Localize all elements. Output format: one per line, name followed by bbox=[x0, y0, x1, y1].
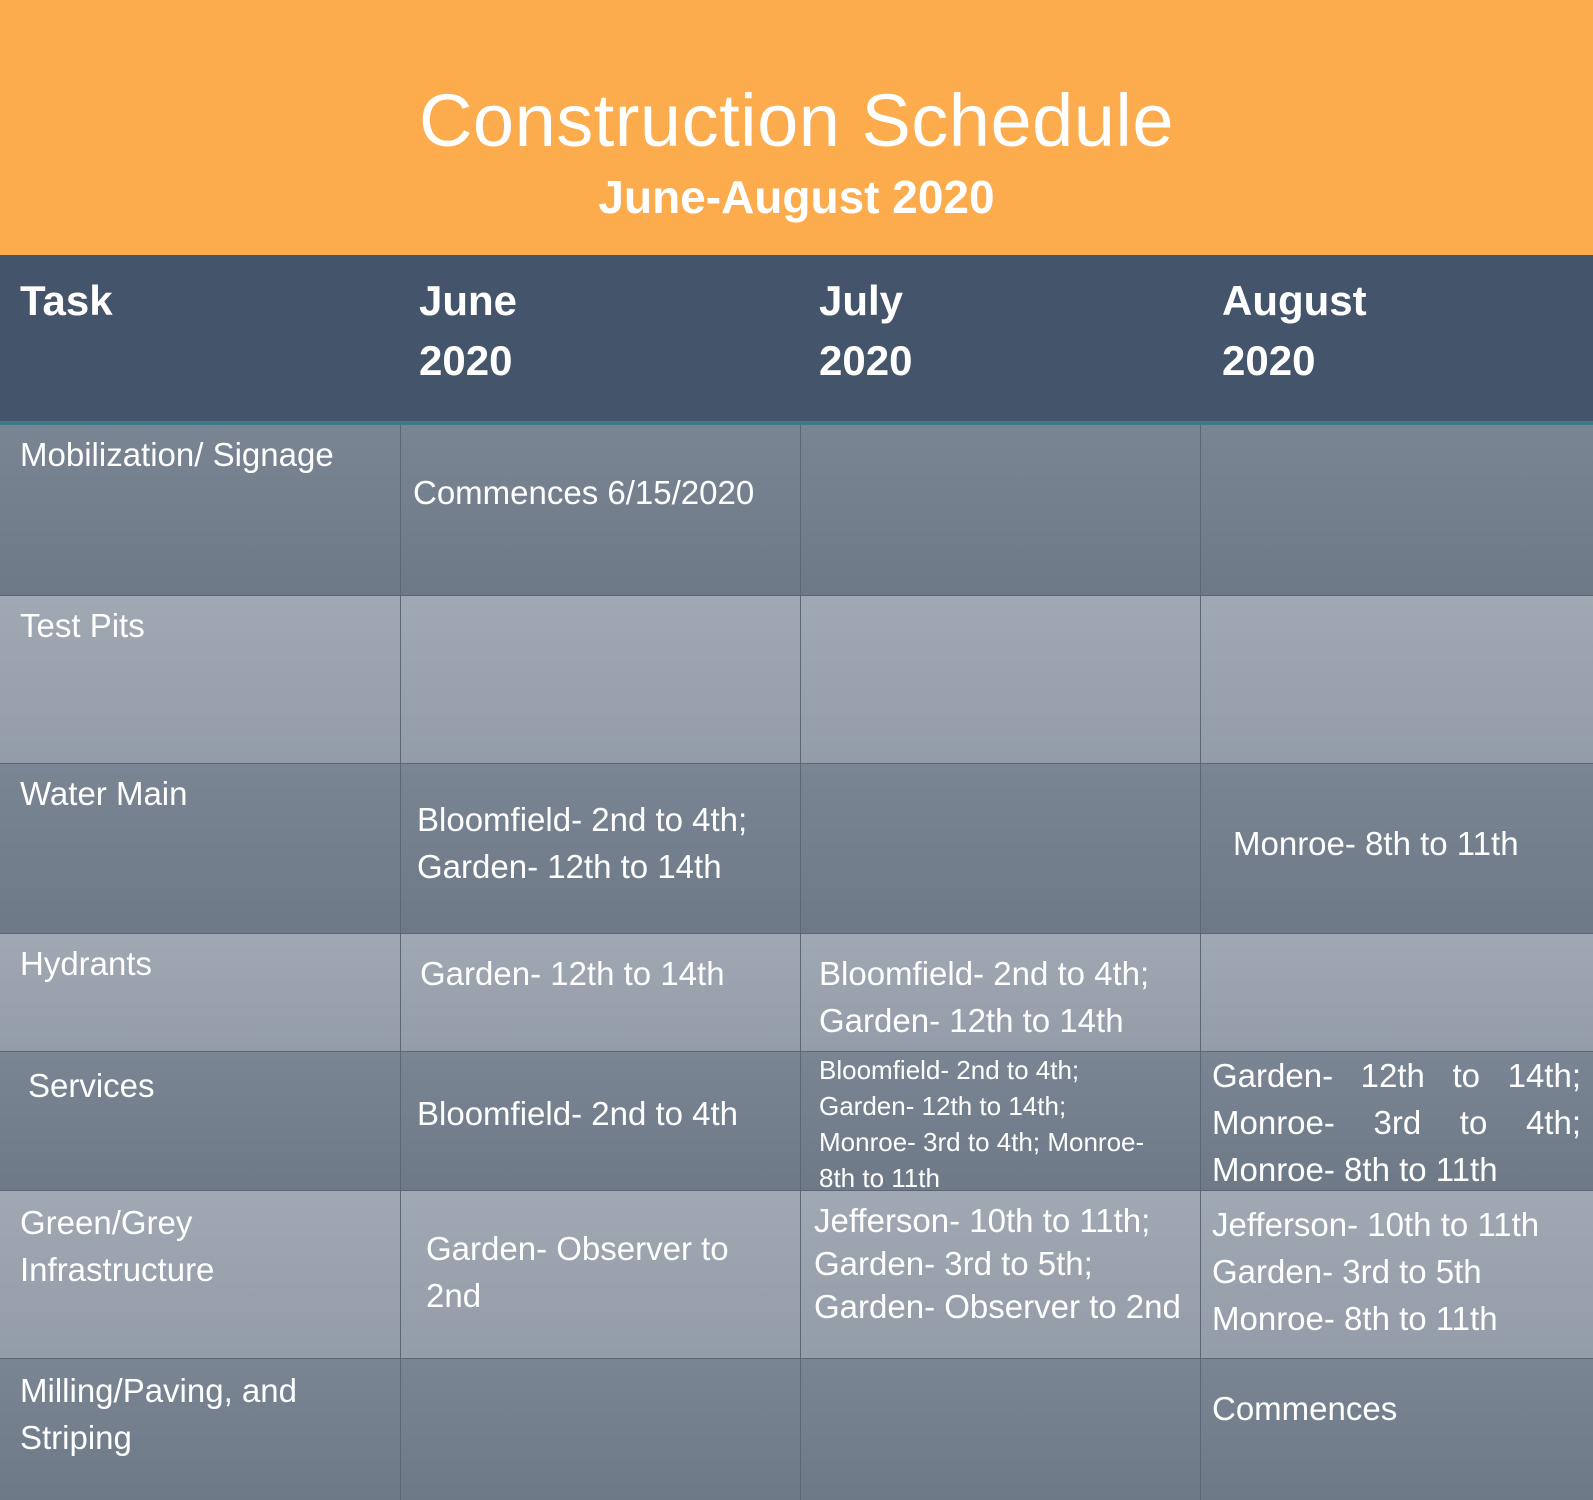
june-cell bbox=[401, 1359, 801, 1500]
task-cell bbox=[0, 596, 401, 763]
june-entry: Bloomfield- 2nd to 4th bbox=[417, 1095, 739, 1132]
task-cell bbox=[0, 934, 401, 1051]
table-row bbox=[0, 764, 1593, 934]
august-cell bbox=[1201, 764, 1593, 933]
june-entry: Garden- Observer to 2nd bbox=[426, 1230, 729, 1314]
task-cell bbox=[0, 1052, 401, 1190]
june-cell bbox=[401, 425, 801, 595]
june-cell bbox=[401, 1052, 801, 1190]
june-cell bbox=[401, 1191, 801, 1358]
column-header-task: Task bbox=[20, 277, 113, 324]
task-label: Services bbox=[28, 1067, 155, 1104]
column-header-july: July 2020 bbox=[819, 277, 913, 384]
task-label: Mobilization/ Signage bbox=[20, 436, 334, 473]
table-row bbox=[0, 934, 1593, 1052]
june-entry: Garden- 12th to 14th bbox=[420, 955, 725, 992]
july-cell bbox=[801, 1359, 1201, 1500]
august-entry: Jefferson- 10th to 11th Garden- 3rd to 5th Monroe- 8th to 11th bbox=[1212, 1206, 1540, 1337]
june-cell bbox=[401, 764, 801, 933]
august-cell bbox=[1201, 596, 1593, 763]
title-banner bbox=[0, 0, 1593, 255]
page-subtitle: June-August 2020 bbox=[598, 171, 995, 223]
task-label: Green/Grey Infrastructure bbox=[20, 1204, 215, 1288]
task-label: Water Main bbox=[20, 775, 188, 812]
august-cell bbox=[1201, 1359, 1593, 1500]
table-row bbox=[0, 425, 1593, 596]
july-cell bbox=[801, 1191, 1201, 1358]
schedule-table bbox=[0, 425, 1593, 1500]
august-cell bbox=[1201, 425, 1593, 595]
column-header-august: August 2020 bbox=[1222, 277, 1367, 384]
june-entry: Commences 6/15/2020 bbox=[413, 474, 755, 511]
table-header bbox=[0, 255, 1593, 425]
july-cell bbox=[801, 596, 1201, 763]
june-entry: Bloomfield- 2nd to 4th; Garden- 12th to 14th bbox=[417, 801, 748, 885]
august-entry: Commences bbox=[1212, 1390, 1398, 1427]
july-cell bbox=[801, 934, 1201, 1051]
page-title: Construction Schedule bbox=[418, 79, 1175, 162]
column-header-june: June 2020 bbox=[419, 277, 518, 384]
august-cell bbox=[1201, 934, 1593, 1051]
task-label: Test Pits bbox=[20, 607, 145, 644]
july-cell bbox=[801, 425, 1201, 595]
task-cell bbox=[0, 1359, 401, 1500]
table-row bbox=[0, 1052, 1593, 1191]
july-cell bbox=[801, 1052, 1201, 1193]
task-label: Hydrants bbox=[20, 945, 153, 982]
august-entry: Monroe- 8th to 11th bbox=[1233, 825, 1519, 862]
august-cell bbox=[1201, 1052, 1593, 1190]
table-row bbox=[0, 1359, 1593, 1500]
august-cell bbox=[1201, 1191, 1593, 1358]
june-cell bbox=[401, 596, 801, 763]
june-cell bbox=[401, 934, 801, 1051]
table-row bbox=[0, 1191, 1593, 1359]
august-entry: Garden- 12th to 14th; Monroe- 3rd to 4th; Monroe- 8th to 11th bbox=[1212, 1057, 1581, 1188]
task-cell bbox=[0, 764, 401, 933]
table-row bbox=[0, 596, 1593, 764]
task-cell bbox=[0, 425, 401, 595]
july-cell bbox=[801, 764, 1201, 933]
july-entry: Bloomfield- 2nd to 4th; Garden- 12th to 14th; Monroe- 3rd to 4th; Monroe- 8th to 11th bbox=[819, 1055, 1145, 1193]
july-entry: Bloomfield- 2nd to 4th; Garden- 12th to 14th bbox=[819, 955, 1150, 1039]
july-entry: Jefferson- 10th to 11th; Garden- 3rd to 5th; Garden- Observer to 2nd bbox=[814, 1202, 1181, 1325]
task-cell bbox=[0, 1191, 401, 1358]
task-label: Milling/Paving, and Striping bbox=[20, 1372, 297, 1456]
